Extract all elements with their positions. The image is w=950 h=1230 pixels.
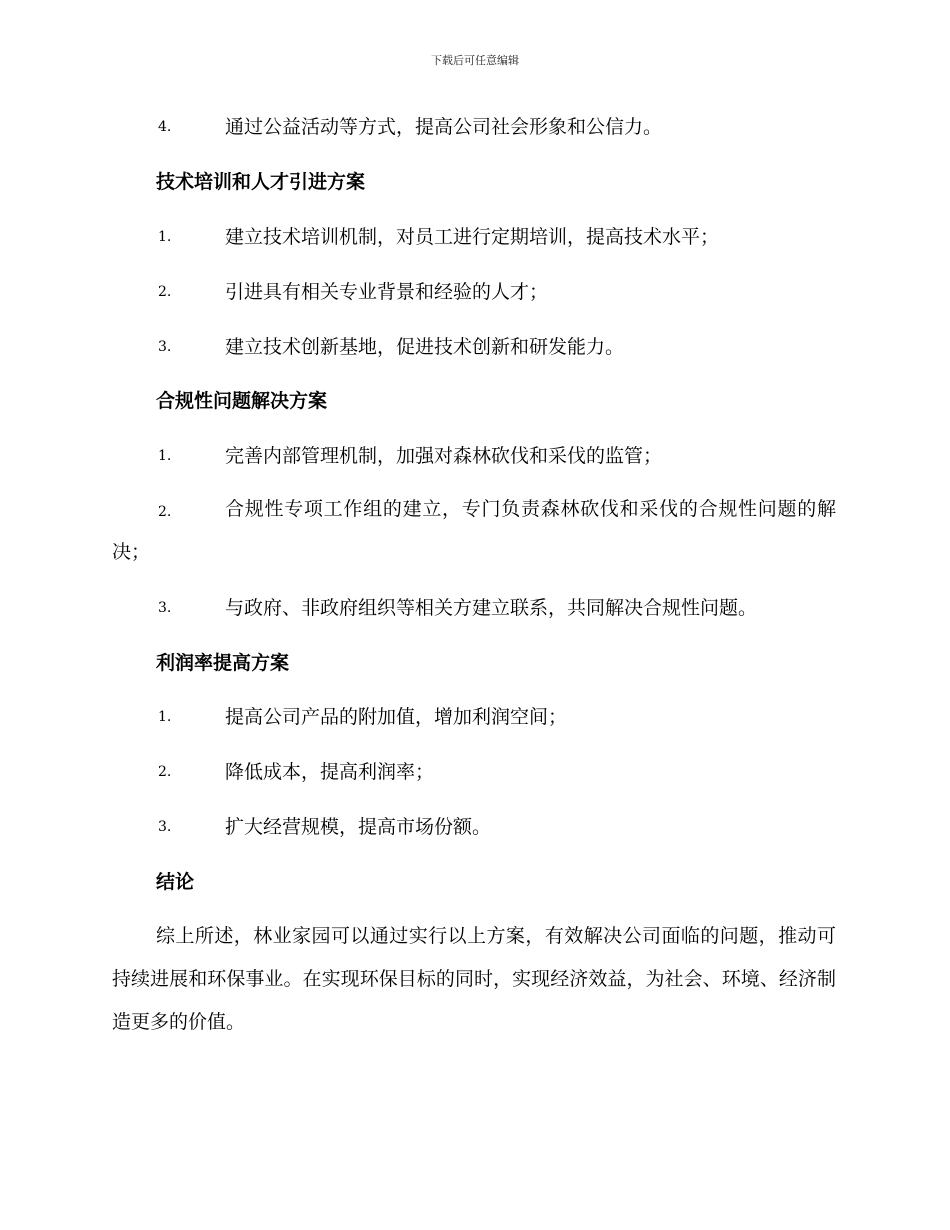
list-item-text: 通过公益活动等方式，提高公司社会形象和公信力。: [225, 116, 663, 138]
list-item-number: 3.: [158, 339, 172, 355]
list-item-text: 完善内部管理机制，加强对森林砍伐和采伐的监管；: [225, 445, 663, 467]
list-item-number: 2.: [158, 284, 172, 300]
list-item-text: 降低成本，提高利润率；: [225, 761, 435, 783]
section-heading-conclusion: 结论: [156, 871, 195, 893]
list-item-text: 建立技术培训机制，对员工进行定期培训，提高技术水平；: [225, 226, 720, 248]
conclusion-paragraph: 综上所述，林业家园可以通过实行以上方案，有效解决公司面临的问题，推动可持续进展和环保事业。在实现环保目标的同时，实现经济效益，为社会、环境、经济制造更多的价值。: [112, 925, 836, 1033]
list-item-number: 1.: [158, 229, 172, 245]
list-item: [112, 488, 836, 574]
list-item-text: 与政府、非政府组织等相关方建立联系，共同解决合规性问题。: [225, 597, 758, 619]
list-item-number: 1.: [158, 448, 172, 464]
list-item-text: 合规性专项工作组的建立，专门负责森林砍伐和采伐的合规性问题的解决；: [112, 498, 836, 563]
list-item-text: 建立技术创新基地，促进技术创新和研发能力。: [225, 336, 625, 358]
list-item-text: 引进具有相关专业背景和经验的人才；: [225, 281, 549, 303]
list-item-number: 2.: [158, 504, 172, 520]
list-item-number: 4.: [158, 119, 172, 135]
header-note: 下载后可任意编辑: [431, 54, 519, 67]
list-item-number: 3.: [158, 600, 172, 616]
list-item-number: 2.: [158, 764, 172, 780]
list-item-number: 1.: [158, 709, 172, 725]
section-heading-profit: 利润率提高方案: [156, 652, 290, 674]
list-item-text: 提高公司产品的附加值，增加利润空间；: [225, 706, 568, 728]
section-heading-tech: 技术培训和人才引进方案: [156, 171, 366, 193]
list-item-text: 扩大经营规模，提高市场份额。: [225, 816, 492, 838]
section-heading-compliance: 合规性问题解决方案: [156, 390, 328, 412]
list-item-number: 3.: [158, 819, 172, 835]
